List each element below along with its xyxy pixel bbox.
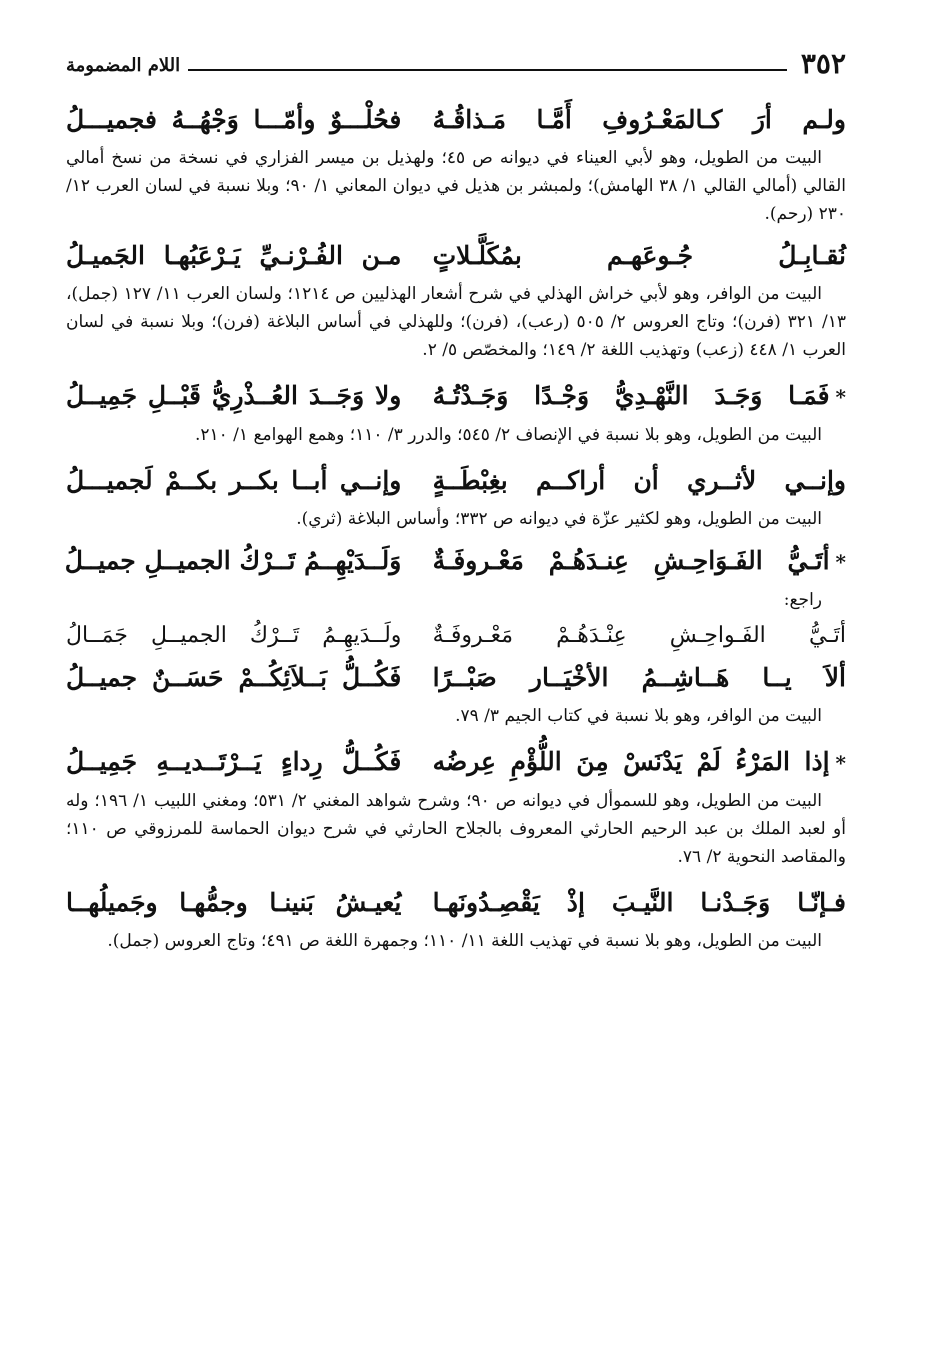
verse-entry: [66, 457, 846, 533]
star-marker: *: [835, 751, 846, 775]
verse-line: [66, 372, 846, 421]
section-title: اللام المضمومة: [66, 55, 181, 76]
verse-second-hemistich: ولا وَجَــدَ العُــذْرِيُّ قَبْــلِ جَمِيــلُ: [66, 381, 402, 410]
star-marker: *: [835, 385, 846, 409]
verse-line: [66, 879, 846, 927]
verse-line: [66, 537, 846, 586]
verse-first-hemistich: [433, 372, 846, 421]
verse-line: [66, 96, 846, 144]
verse-entry: [66, 232, 846, 364]
verse-entry: [66, 879, 846, 955]
verse-entry: [66, 96, 846, 228]
verse-first-hemistich: أتَـيُّ الفَـواحِـشِ عِنْـدَهُـمْ مَعْـروفَـةٌ: [432, 623, 846, 648]
verse-line: [66, 457, 846, 505]
verse-line: [66, 232, 846, 280]
verse-first-hemistich-text: فَمَـا وَجَـدَ النَّهْـدِيُّ وَجْـدًا وَجَـدْتُـهُ: [432, 381, 830, 410]
header-rule: [188, 69, 787, 71]
verse-first-hemistich-text: إذا المَرْءُ لَمْ يَدْنَسْ مِنَ اللُّؤْمِ عِرضُه: [432, 747, 830, 776]
verse-second-hemistich: مـن الفُـرْنـيِّ يَـرْعَبُهـا الجَميـلُ: [66, 241, 402, 270]
verse-note: راجع:: [783, 590, 822, 610]
verse-note: البيت من الطويل، وهو بلا نسبة في الإنصاف ٢/ ٥٤٥؛ والدرر ٣/ ١١٠؛ وهمع الهوامع ١/ ٢١٠.: [194, 425, 822, 445]
star-marker: *: [835, 550, 846, 574]
verse-entry: [66, 738, 846, 871]
page-number: ٣٥٢: [800, 47, 846, 80]
verse-entry: [66, 372, 846, 449]
verse-first-hemistich-text: أتَـيُّ الفَـوَاحِـشِ عِنـدَهُـمْ مَعْـروفَـةٌ: [432, 546, 830, 575]
verse-line: [66, 654, 846, 702]
verse-second-hemistich: يُعيـشُ بَنينـا وجمُّهـا وجَميلُهــا: [66, 888, 402, 917]
verse-line-alternate: [66, 618, 846, 654]
verse-first-hemistich: ولـم أرَ كـالمَعْـرُوفِ أَمَّـا مَـذاقُـهُ: [432, 105, 846, 134]
verse-note: البيت من الوافر، وهو بلا نسبة في كتاب الجيم ٣/ ٧٩.: [455, 706, 822, 726]
verse-line: [66, 738, 846, 787]
verse-second-hemistich: ولَــدَيهِـمُ تَــرْكُ الجميــلِ جَمَــالُ: [66, 623, 402, 648]
verse-second-hemistich: فَكُــلُّ رِداءٍ يَــرْتَــديــهِ جَمِيــلُ: [66, 747, 402, 776]
verse-note: البيت من الطويل، وهو للسموأل في ديوانه ص ٩٠؛ وشرح شواهد المغني ٢/ ٥٣١؛ ومغني اللبيب ١/ ١٩٦؛ وله أو لعبد الملك بن عبد الرحيم الحارثي المعروف بالجلاح الحارثي في شرح ديوان الحماسة للمرزوقي ص ١١٠؛ والمقاصد النحوية ٢/ ٧٦.: [66, 791, 846, 867]
verse-note: البيت من الطويل، وهو بلا نسبة في تهذيب اللغة ١١/ ١١٠؛ وجمهرة اللغة ص ٤٩١؛ وتاج العروس (جمل).: [107, 931, 822, 951]
page-content: [66, 96, 846, 1339]
verse-first-hemistich: فـإنّـا وَجَـدْنـا النَّيـبَ إذْ يَقْصِـدُونَهـا: [432, 888, 846, 917]
verse-second-hemistich: وَلَــدَيْهِــمُ تَــرْكُ الجميــلِ جميــلُ: [64, 546, 402, 575]
verse-first-hemistich: نُقـابِـلُ جُـوعَهـم بمُكَلَّـلاتٍ: [432, 241, 846, 270]
verse-second-hemistich: وإنــي أبــا بكــر بكــمْ لَجميـــلُ: [66, 466, 402, 495]
verse-entry: [66, 537, 846, 654]
verse-first-hemistich: ألاَ يــا هَــاشِــمُ الأخْيَــار صَبْــرًا: [432, 663, 846, 692]
verse-first-hemistich: وإنــي لأثــري أن أراكــم بغِبْطَــةٍ: [432, 466, 846, 495]
verse-first-hemistich: [433, 738, 846, 787]
verse-note: البيت من الطويل، وهو لكثير عزّة في ديوانه ص ٣٣٢؛ وأساس البلاغة (ثري).: [296, 509, 822, 529]
verse-first-hemistich: [433, 537, 846, 586]
verse-second-hemistich: فَكُــلُّ بَــلاَئِكُــمْ حَسَــنٌ جميــلُ: [66, 663, 402, 692]
verse-note: البيت من الطويل، وهو لأبي العيناء في ديوانه ص ٤٥؛ ولهذيل بن ميسر الفزاري في نسخة من نسخ أمالي القالي (أمالي القالي ١/ ٣٨ الهامش)؛ ولمبشر بن هذيل في ديوان المعاني ١/ ٩٠؛ وبلا نسبة في لسان العرب ١٢/ ٢٣٠ (رحم).: [66, 148, 846, 224]
verse-note: البيت من الوافر، وهو لأبي خراش الهذلي في شرح أشعار الهذليين ص ١٢١٤؛ ولسان العرب ١١/ ١٢٧ (جمل)، ١٣/ ٣٢١ (فرن)؛ وتاج العروس ٢/ ٥٠٥ (رعب)، (فرن)؛ وللهذلي في أساس البلاغة (فرن)؛ وبلا نسبة في لسان العرب ١/ ٤٤٨ (زعب) وتهذيب اللغة ٢/ ١٤٩؛ والمخصّص ٥/ ٢.: [66, 284, 846, 360]
verse-entry: [66, 654, 846, 730]
verse-second-hemistich: فحُلْـــوٌ وأمّـــا وَجْهُــهُ فجميـــلُ: [66, 105, 402, 134]
page-header: [66, 40, 846, 80]
